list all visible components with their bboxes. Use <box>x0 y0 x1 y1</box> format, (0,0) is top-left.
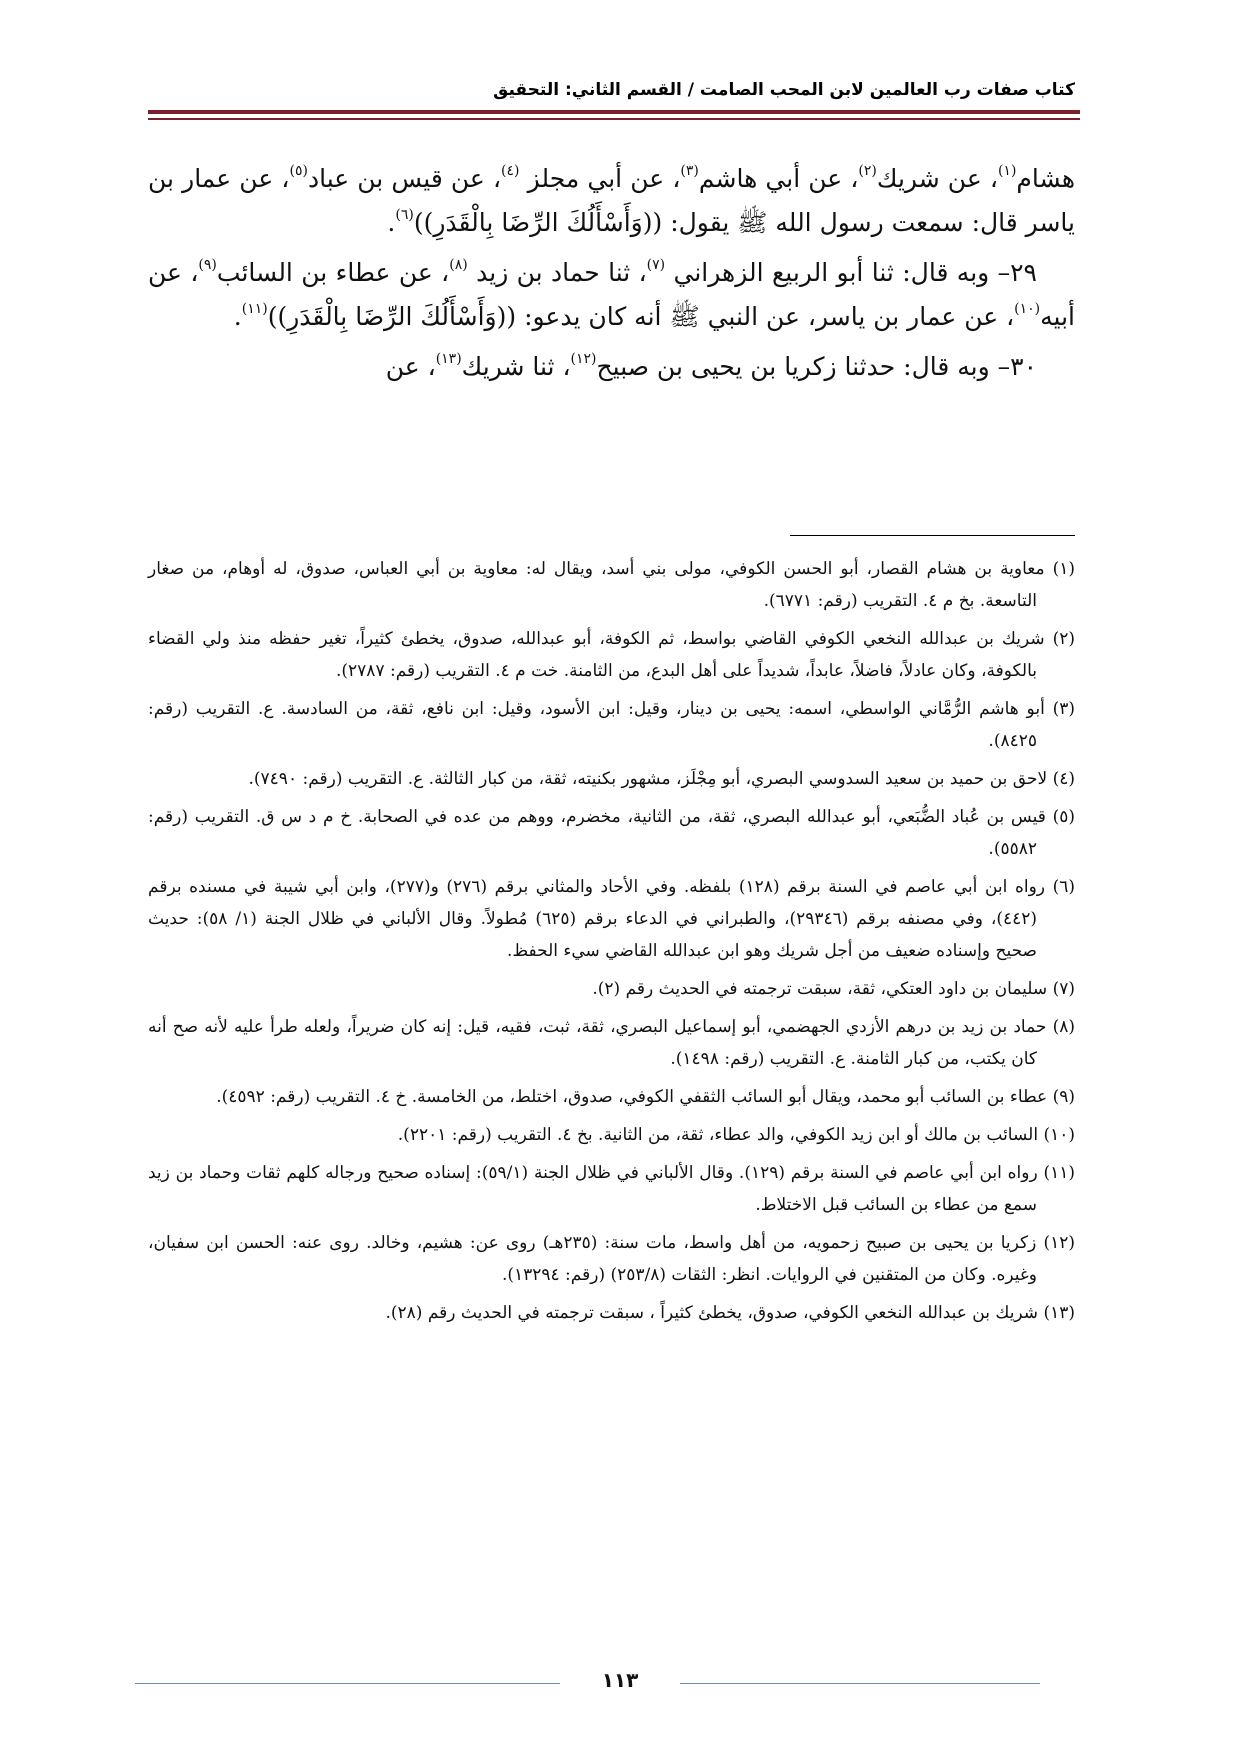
text-span: ، عن أبيه <box>148 258 1075 331</box>
text-span: ٣٠– وبه قال: حدثنا زكريا بن يحيى بن صبيح <box>596 352 1037 381</box>
footnotes <box>148 553 1075 1335</box>
text-span: ، عن شريك <box>876 164 998 193</box>
footnote-5: (٥) قيس بن عُباد الضُّبَعي، أبو عبدالله البصري، ثقة، من الثانية، مخضرم، ووهم من عده في الصحابة. خ م د س ق. التقريب (رقم: ٥٥٨٢). <box>148 807 1075 859</box>
main-text <box>148 157 1075 395</box>
text-span: . <box>387 208 396 237</box>
text-span: ، عن <box>385 352 436 381</box>
footnote-ref[interactable]: (١٠) <box>1014 301 1041 317</box>
text-span: هشام <box>1016 164 1076 193</box>
footnote-ref[interactable]: (٨) <box>449 257 468 273</box>
paragraph-29 <box>148 251 1075 339</box>
footnote-ref[interactable]: (١٢) <box>570 351 597 367</box>
paragraph-28-cont <box>148 157 1075 245</box>
footnote-10: (١٠) السائب بن مالك أو ابن زيد الكوفي، والد عطاء، ثقة، من الثانية. بخ ٤. التقريب (رقم: ٢٢٠١). <box>397 1125 1075 1145</box>
text-span: . <box>233 302 242 331</box>
text-span: ، عن عطاء بن السائب <box>216 258 450 287</box>
footnote-1: (١) معاوية بن هشام القصار، أبو الحسن الكوفي، مولى بني أسد، ويقال له: معاوية بن أبي العباس، صدوق، له أوهام، من صغار التاسعة. بخ م ٤. التقريب (رقم: ٦٧٧١). <box>148 559 1075 611</box>
footnote-9: (٩) عطاء بن السائب أبو محمد، ويقال أبو السائب الثقفي الكوفي، صدوق، اختلط، من الخامسة. خ ٤. التقريب (رقم: ٤٥٩٢). <box>216 1087 1075 1107</box>
text-span: ، عن عمار بن ياسر قال: سمعت رسول الله ﷺ يقول: ((وَأَسْأَلُكَ الرِّضَا بِالْقَدَرِ)) <box>148 164 1075 237</box>
footnote-11: (١١) رواه ابن أبي عاصم في السنة برقم (١٢٩). وقال الألباني في ظلال الجنة (٥٩/١): إسناده صحيح ورجاله كلهم ثقات وحماد بن زيد سمع من عطاء بن السائب قبل الاختلاط. <box>148 1163 1076 1215</box>
footnote-ref[interactable]: (٥) <box>289 163 308 179</box>
text-span: ٢٩– وبه قال: ثنا أبو الربيع الزهراني <box>665 258 1037 287</box>
footnote-12: (١٢) زكريا بن يحيى بن صبيح زحمويه، من أهل واسط، مات سنة: (٢٣٥هـ) روى عن: هشيم، وخالد. روى عنه: الحسن ابن سفيان، وغيره. وكان من المتقنين في الروايات. انظر: الثقات (٢٥٣/٨) (رقم: ١٣٢٩٤). <box>148 1233 1075 1285</box>
text-span: ، عن عمار بن ياسر، عن النبي ﷺ أنه كان يدعو: ((وَأَسْأَلُكَ الرِّضَا بِالْقَدَرِ)) <box>267 302 1015 331</box>
footnote-ref[interactable]: (٦) <box>395 207 414 223</box>
text-span: ، عن أبي مجلز <box>519 164 681 193</box>
footer-rule-left <box>135 1683 560 1684</box>
header-rule-thin <box>148 118 1080 120</box>
text-span: ، ثنا شريك <box>461 352 571 381</box>
footnote-6: (٦) رواه ابن أبي عاصم في السنة برقم (١٢٨) بلفظه. وفي الأحاد والمثاني برقم (٢٧٦) و(٢٧٧)، وابن أبي شيبة في مسنده برقم (٤٤٢)، وفي مصنفه برقم (٢٩٣٤٦)، والطبراني في الدعاء برقم (٦٢٥) مُطولاً. وقال الألباني في ظلال الجنة (١/ ٥٨): حديث صحيح وإسناده ضعيف من أجل شريك وهو ابن عبدالله القاضي سيء الحفظ. <box>148 877 1075 961</box>
footnote-ref[interactable]: (١١) <box>241 301 268 317</box>
footnote-7: (٧) سليمان بن داود العتكي، ثقة، سبقت ترجمته في الحديث رقم (٢). <box>592 979 1075 999</box>
footnote-ref[interactable]: (٩) <box>198 257 217 273</box>
header-rule-thick <box>148 110 1080 114</box>
footnote-ref[interactable]: (١) <box>997 163 1017 179</box>
footnote-2: (٢) شريك بن عبدالله النخعي الكوفي القاضي بواسط، ثم الكوفة، أبو عبدالله، صدوق، يخطئ كثيراً، تغير حفظه منذ ولي القضاء بالكوفة، وكان عادلاً، فاضلاً، عابداً، شديداً على أهل البدع، من الثامنة. خت م ٤. التقريب (رقم: ٢٧٨٧). <box>148 629 1075 681</box>
footnote-ref[interactable]: (١٣) <box>435 351 462 367</box>
footer-rule-right <box>680 1683 1040 1684</box>
footnote-4: (٤) لاحق بن حميد بن سعيد السدوسي البصري، أبو مِجْلَز، مشهور بكنيته، ثقة، من كبار الثالثة. ع. التقريب (رقم: ٧٤٩٠). <box>248 769 1075 789</box>
running-header: كتاب صفات رب العالمين لابن المحب الصامت / القسم الثاني: التحقيق <box>493 80 1075 100</box>
page-number: ١١٣ <box>601 1668 639 1692</box>
text-span: ، عن أبي هاشم <box>698 164 859 193</box>
footnote-ref[interactable]: (٧) <box>646 257 666 273</box>
footnote-ref[interactable]: (٢) <box>858 163 877 179</box>
footnote-ref[interactable]: (٤) <box>501 163 520 179</box>
footnote-3: (٣) أبو هاشم الرُّمَّاني الواسطي، اسمه: يحيى بن دينار، وقيل: ابن الأسود، وقيل: ابن نافع، ثقة، من السادسة. ع. التقريب (رقم: ٨٤٢٥). <box>148 699 1076 751</box>
footnote-separator <box>790 535 1075 536</box>
footnote-13: (١٣) شريك بن عبدالله النخعي الكوفي، صدوق، يخطئ كثيراً ، سبقت ترجمته في الحديث رقم (٢٨). <box>385 1303 1075 1323</box>
footnote-8: (٨) حماد بن زيد بن درهم الأزدي الجهضمي، أبو إسماعيل البصري، ثقة، ثبت، فقيه، قيل: إنه كان ضريراً، ولعله طرأ عليه لأنه صح أنه كان يكتب، من كبار الثامنة. ع. التقريب (رقم: ١٤٩٨). <box>148 1017 1075 1069</box>
paragraph-30 <box>148 345 1075 389</box>
text-span: ، ثنا حماد بن زيد <box>467 258 647 287</box>
text-span: ، عن قيس بن عباد <box>307 164 502 193</box>
footnote-ref[interactable]: (٣) <box>680 163 699 179</box>
